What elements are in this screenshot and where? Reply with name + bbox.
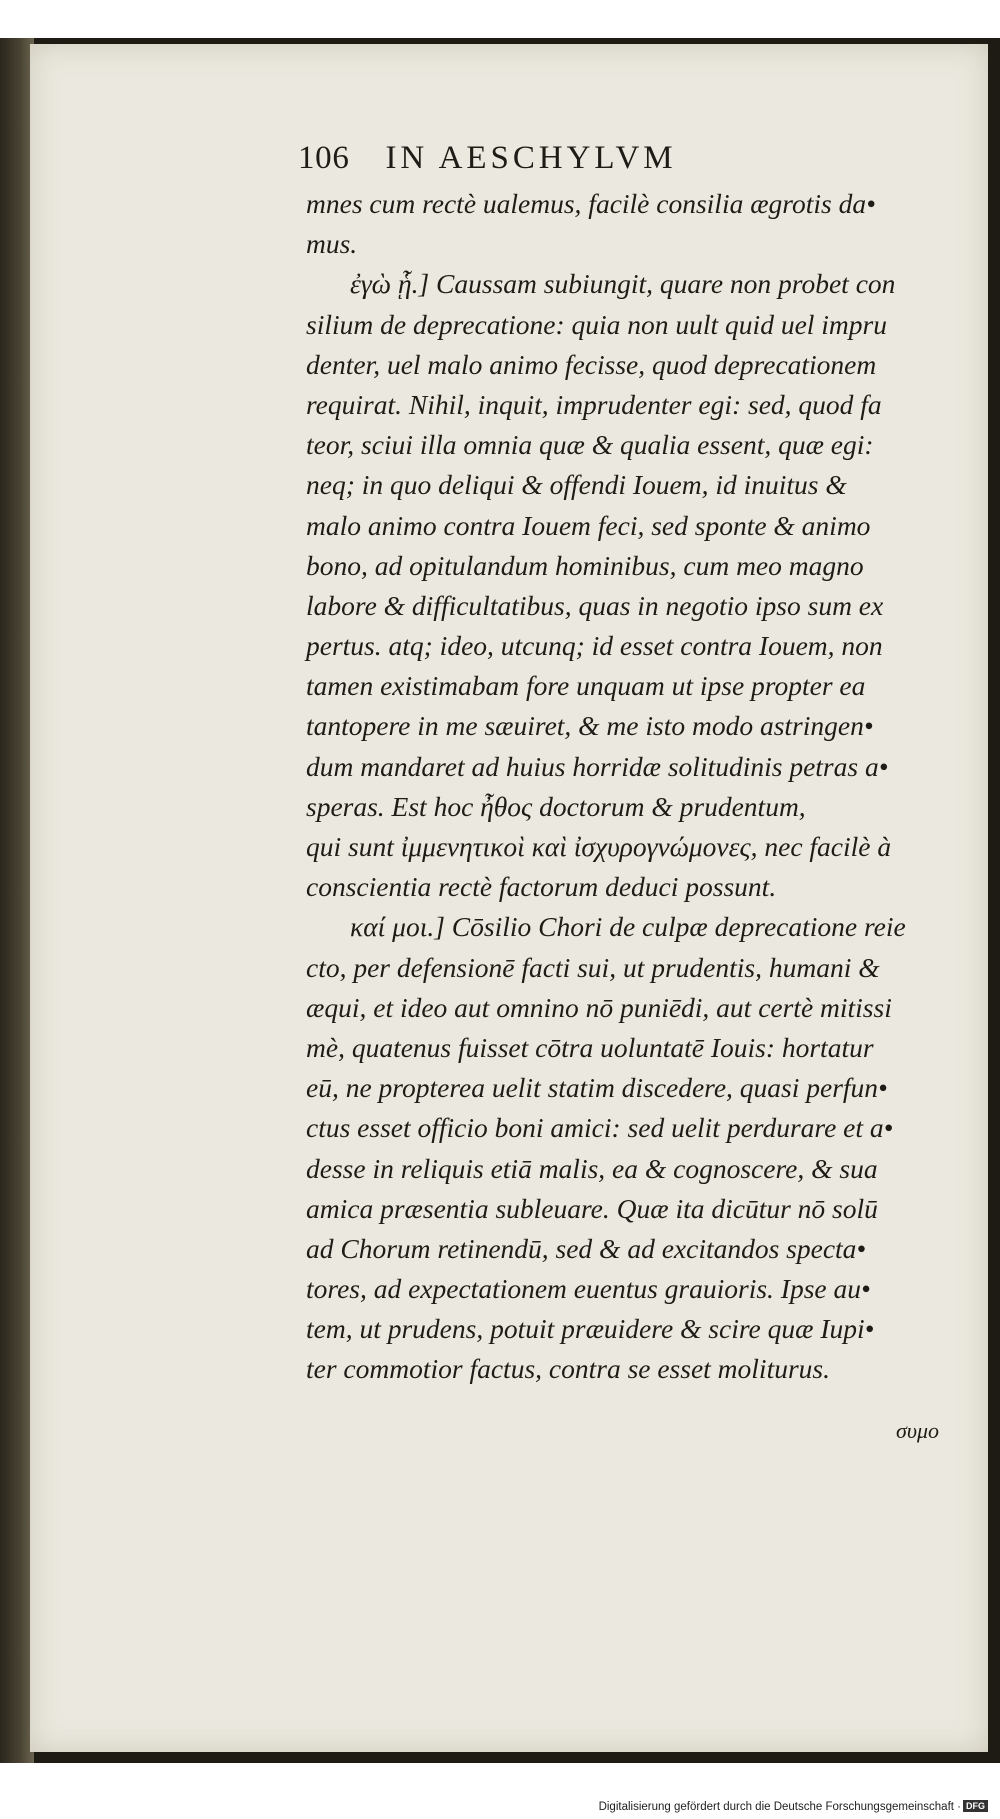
text-line: ter commotior factus, contra se esset moliturus. — [306, 1353, 830, 1385]
running-title: IN AESCHYLVM — [385, 140, 677, 176]
text-line: denter, uel malo animo fecisse, quod deprecationem — [306, 348, 877, 380]
text-line: malo animo contra Iouem feci, sed sponte & animo — [306, 509, 871, 541]
text-line: dum mandaret ad huius horridæ solitudinis petras a• — [306, 750, 889, 782]
footer-credit — [599, 1800, 988, 1813]
text-line: pertus. atq; ideo, utcunq; id esset contra Iouem, non — [306, 630, 883, 662]
text-line: ctus esset officio boni amici: sed uelit perdurare et a• — [306, 1112, 894, 1144]
text-line: ad Chorum retinendū, sed & ad excitandos specta• — [306, 1232, 867, 1264]
top-margin-band — [0, 0, 1000, 38]
text-line: silium de deprecatione: quia non uult quid uel impru — [306, 308, 887, 340]
text-line: requirat. Nihil, inquit, imprudenter egi: sed, quod fa — [306, 388, 882, 420]
text-line: mus. — [306, 228, 358, 260]
text-line: conscientia rectè factorum deduci possunt. — [306, 871, 777, 903]
text-line: neq; in quo deliqui & offendi Iouem, id inuitus & — [306, 469, 847, 501]
text-line: desse in reliquis etiā malis, ea & cognoscere, & sua — [306, 1152, 878, 1184]
text-line: teor, sciui illa omnia quæ & qualia essent, quæ egi: — [306, 429, 874, 461]
body-text — [306, 184, 956, 1390]
text-line: amica præsentia subleuare. Quæ ita dicūtur nō solū — [306, 1192, 878, 1224]
text-line: mè, quatenus fuisset cōtra uoluntatē Iouis: hortatur — [306, 1031, 874, 1063]
text-line: speras. Est hoc ἦθος doctorum & prudentum, — [306, 790, 806, 822]
text-line: eū, ne propterea uelit statim discedere, quasi perfun• — [306, 1072, 888, 1104]
text-line: tamen existimabam fore unquam ut ipse propter ea — [306, 670, 866, 702]
text-line: tores, ad expectationem euentus grauioris. Ipse au• — [306, 1273, 871, 1305]
text-line: qui sunt ἰμμενητικοὶ καὶ ἰσχυρογνώμονες, nec facilè à — [306, 831, 892, 862]
running-head — [298, 140, 858, 186]
dfg-logo: DFG — [963, 1800, 988, 1812]
text-line: tantopere in me sæuiret, & me isto modo astringen• — [306, 710, 874, 742]
book-spine — [0, 38, 34, 1763]
text-line: labore & difficultatibus, quas in negotio ipso sum ex — [306, 589, 884, 621]
catchword: συμο — [896, 1418, 939, 1443]
text-line: bono, ad opitulandum hominibus, cum meo magno — [306, 549, 864, 581]
page-number: 106 — [298, 140, 350, 176]
text-line: tem, ut prudens, potuit præuidere & scire quæ Iupi• — [306, 1313, 875, 1345]
text-line: cto, per defensionē facti sui, ut prudentis, humani & — [306, 951, 880, 983]
text-line: æqui, et ideo aut omnino nō puniēdi, aut certè mitissi — [306, 991, 892, 1023]
credit-text: Digitalisierung gefördert durch die Deutsche Forschungsgemeinschaft · — [598, 1801, 961, 1813]
text-line: ἐγὼ ᾗ.] Caussam subiungit, quare non probet con — [350, 268, 896, 300]
text-line: mnes cum rectè ualemus, facilè consilia ægrotis da• — [306, 188, 876, 219]
text-line: καί μοι.] Cōsilio Chori de culpæ deprecatione reie — [350, 911, 906, 943]
